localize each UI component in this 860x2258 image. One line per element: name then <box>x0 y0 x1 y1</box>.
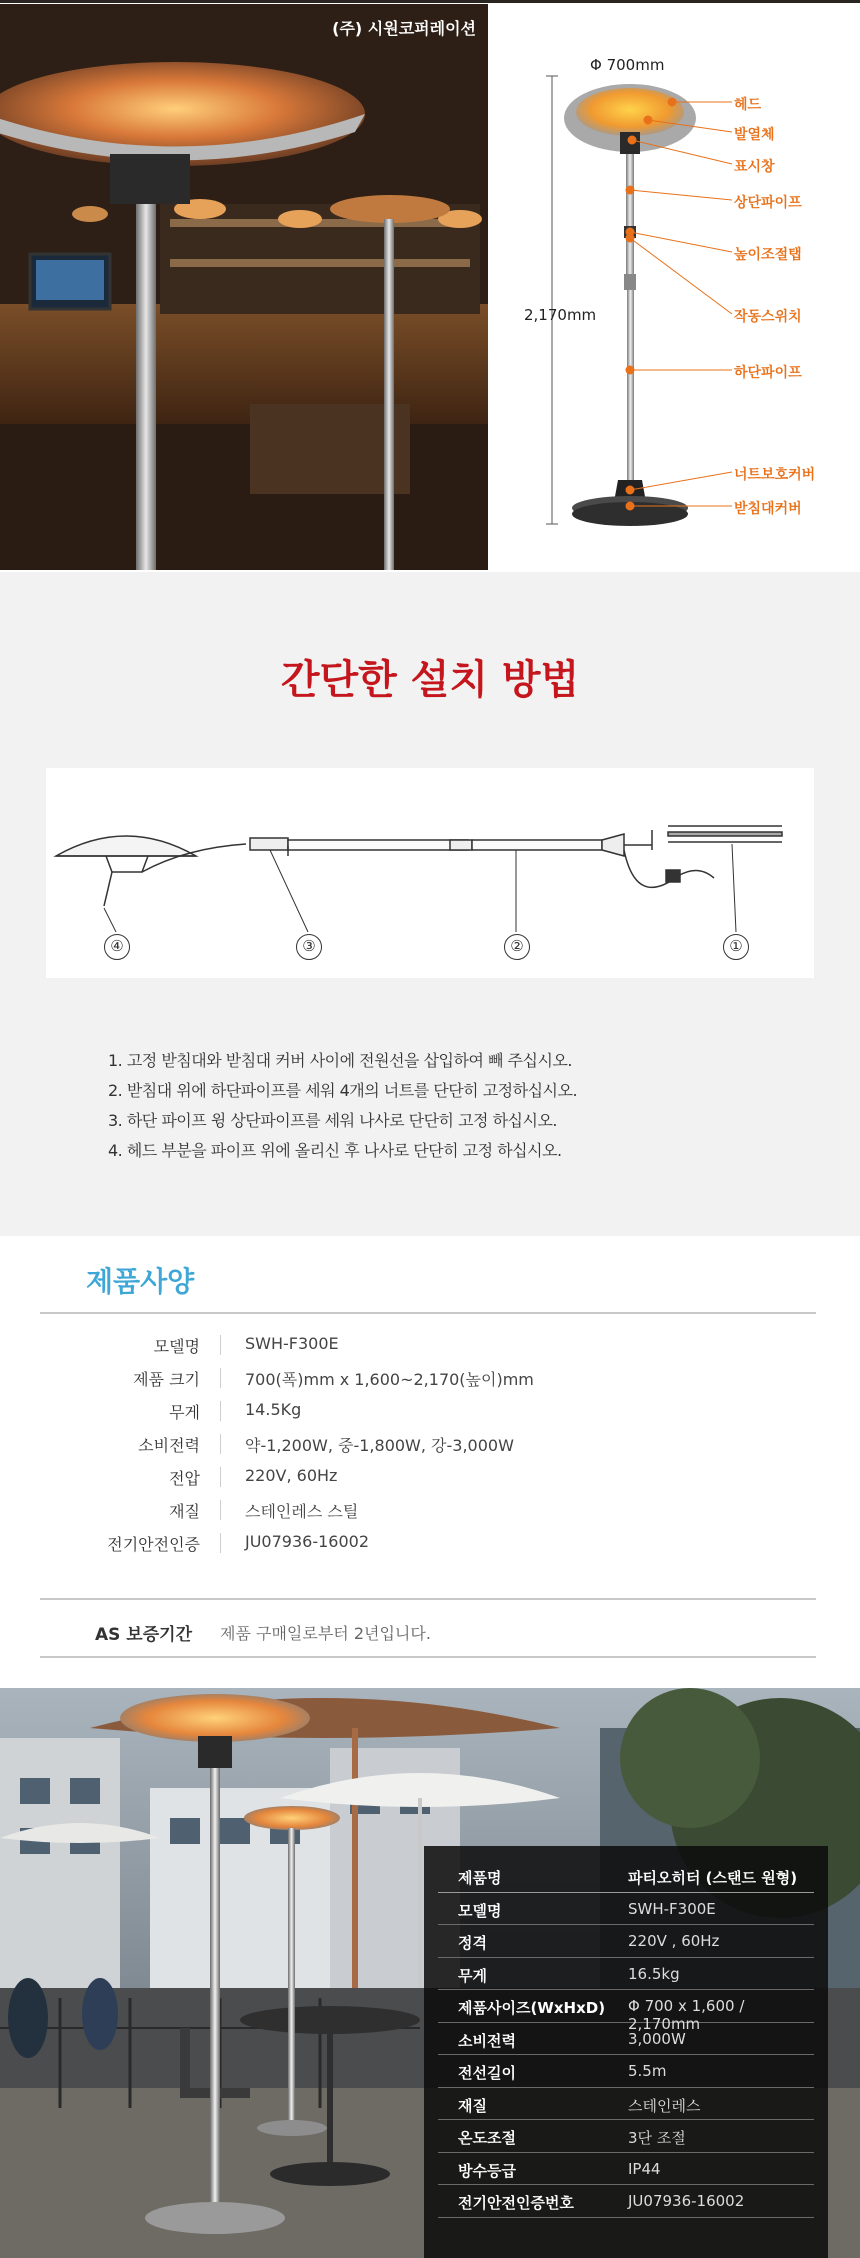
panel-value: SWH-F300E <box>628 1899 716 1918</box>
panel-value: JU07936-16002 <box>628 2192 745 2210</box>
spec-row-material <box>40 1493 816 1526</box>
company-name: (주) 시원코퍼레이션 <box>332 19 476 38</box>
installation-steps <box>108 1046 808 1166</box>
panel-key: 모델명 <box>458 1901 502 1920</box>
divider <box>220 1434 221 1454</box>
panel-key: 방수등급 <box>458 2161 516 2180</box>
heater-parts-illustration <box>500 40 860 570</box>
spec-row-model <box>40 1328 816 1361</box>
panel-value: 3,000W <box>628 2029 686 2048</box>
spec-key: 소비전력 <box>138 1436 200 1455</box>
divider <box>220 1500 221 1520</box>
spec-key: 무게 <box>169 1403 200 1422</box>
spec-row-power <box>40 1427 816 1460</box>
panel-key: 정격 <box>458 1934 487 1952</box>
panel-row-power <box>438 2023 814 2056</box>
installation-step: 1. 고정 받침대와 받침대 커버 사이에 전원선을 삽입하여 빼 주십시오. <box>108 1051 572 1070</box>
part-label-head: 헤드 <box>734 97 762 113</box>
panel-row-model <box>438 1893 814 1926</box>
spec-value: 700(폭)mm x 1,600~2,170(높이)mm <box>245 1370 534 1389</box>
divider <box>40 1312 816 1314</box>
panel-row-certification <box>438 2185 814 2218</box>
panel-row-weight <box>438 1958 814 1991</box>
parts-diagram <box>500 40 860 570</box>
panel-key: 전기안전인증번호 <box>458 2194 574 2212</box>
panel-row-temperature <box>438 2120 814 2153</box>
divider <box>40 1656 816 1658</box>
assembly-illustration <box>46 768 814 978</box>
panel-value: IP44 <box>628 2159 661 2178</box>
panel-value: 220V , 60Hz <box>628 1932 720 1950</box>
part-label-height-tab: 높이조절탭 <box>734 247 802 263</box>
installation-step: 4. 헤드 부분을 파이프 위에 올리신 후 나사로 단단히 고정 하십시오. <box>108 1141 562 1160</box>
panel-row-cable-length <box>438 2055 814 2088</box>
part-label-heating-element: 발열체 <box>734 127 775 143</box>
divider <box>220 1368 221 1388</box>
part-label-lower-pipe: 하단파이프 <box>734 365 802 381</box>
spec-value: 스테인레스 스틸 <box>245 1502 359 1521</box>
spec-key: 모델명 <box>153 1337 200 1356</box>
panel-value: 스테인레스 <box>628 2096 701 2115</box>
spec-value: SWH-F300E <box>245 1334 339 1353</box>
divider <box>220 1533 221 1553</box>
panel-row-rating <box>438 1925 814 1958</box>
installation-step: 3. 하단 파이프 윙 상단파이프를 세워 나사로 단단히 고정 하십시오. <box>108 1111 557 1130</box>
step-number-1: ① <box>723 934 749 960</box>
spec-row-certification <box>40 1526 816 1559</box>
panel-value: Φ 700 x 1,600 / 2,170mm <box>628 1997 745 2033</box>
installation-step: 2. 받침대 위에 하단파이프를 세워 4개의 너트를 단단히 고정하십시오. <box>108 1081 578 1100</box>
warranty-value: 제품 구매일로부터 2년입니다. <box>220 1624 431 1643</box>
panel-key: 전선길이 <box>458 2064 516 2082</box>
specification-table <box>40 1328 816 1559</box>
cafe-scene-illustration <box>0 4 488 570</box>
part-label-nut-cover: 너트보호커버 <box>734 467 816 483</box>
diameter-label: Φ 700mm <box>590 56 665 74</box>
panel-value: 16.5kg <box>628 1964 680 1983</box>
panel-key: 제품사이즈(WxHxD) <box>458 1999 606 2017</box>
spec-row-voltage <box>40 1460 816 1493</box>
panel-row-material <box>438 2088 814 2121</box>
divider <box>40 1598 816 1600</box>
part-label-display: 표시창 <box>734 159 775 175</box>
spec-key: 재질 <box>169 1502 200 1521</box>
warranty-key: AS 보증기간 <box>94 1625 192 1645</box>
installation-title: 간단한 설치 방법 <box>280 657 580 703</box>
spec-value: 14.5Kg <box>245 1400 302 1419</box>
part-label-switch: 작동스위치 <box>734 309 802 325</box>
panel-row-size <box>438 1990 814 2033</box>
spec-summary-panel <box>424 1846 828 2258</box>
cafe-heater-photo <box>0 4 488 570</box>
part-label-base-cover: 받침대커버 <box>734 501 802 517</box>
panel-key: 재질 <box>458 2096 487 2115</box>
panel-value: 3단 조절 <box>628 2129 686 2147</box>
specification-section <box>0 1236 860 1688</box>
panel-key: 제품명 <box>458 1869 502 1887</box>
spec-row-weight <box>40 1394 816 1427</box>
step-number-2: ② <box>504 934 530 960</box>
panel-row-product-name <box>438 1860 814 1893</box>
height-label: 2,170mm <box>524 306 597 324</box>
step-number-4: ④ <box>104 934 130 960</box>
panel-value: 5.5m <box>628 2062 667 2080</box>
outdoor-photo-section <box>0 1688 860 2258</box>
divider <box>220 1401 221 1421</box>
hero-section <box>0 0 860 572</box>
step-number-3: ③ <box>296 934 322 960</box>
spec-key: 제품 크기 <box>133 1370 200 1389</box>
panel-key: 무게 <box>458 1966 487 1985</box>
divider <box>220 1467 221 1487</box>
spec-key: 전압 <box>169 1469 200 1488</box>
panel-row-waterproof <box>438 2153 814 2186</box>
top-border <box>0 0 860 3</box>
panel-value: 파티오히터 (스탠드 원형) <box>628 1869 798 1887</box>
spec-value: 220V, 60Hz <box>245 1466 338 1485</box>
spec-row-size <box>40 1361 816 1394</box>
spec-key: 전기안전인증 <box>107 1535 200 1554</box>
warranty-row <box>40 1612 816 1652</box>
installation-section <box>0 572 860 1236</box>
panel-key: 소비전력 <box>458 2031 516 2050</box>
installation-diagram <box>46 768 814 978</box>
spec-value: JU07936-16002 <box>245 1532 369 1551</box>
spec-value: 약-1,200W, 중-1,800W, 강-3,000W <box>245 1436 514 1455</box>
divider <box>220 1335 221 1355</box>
panel-key: 온도조절 <box>458 2129 516 2147</box>
part-label-upper-pipe: 상단파이프 <box>734 195 802 211</box>
specification-title: 제품사양 <box>86 1265 195 1298</box>
